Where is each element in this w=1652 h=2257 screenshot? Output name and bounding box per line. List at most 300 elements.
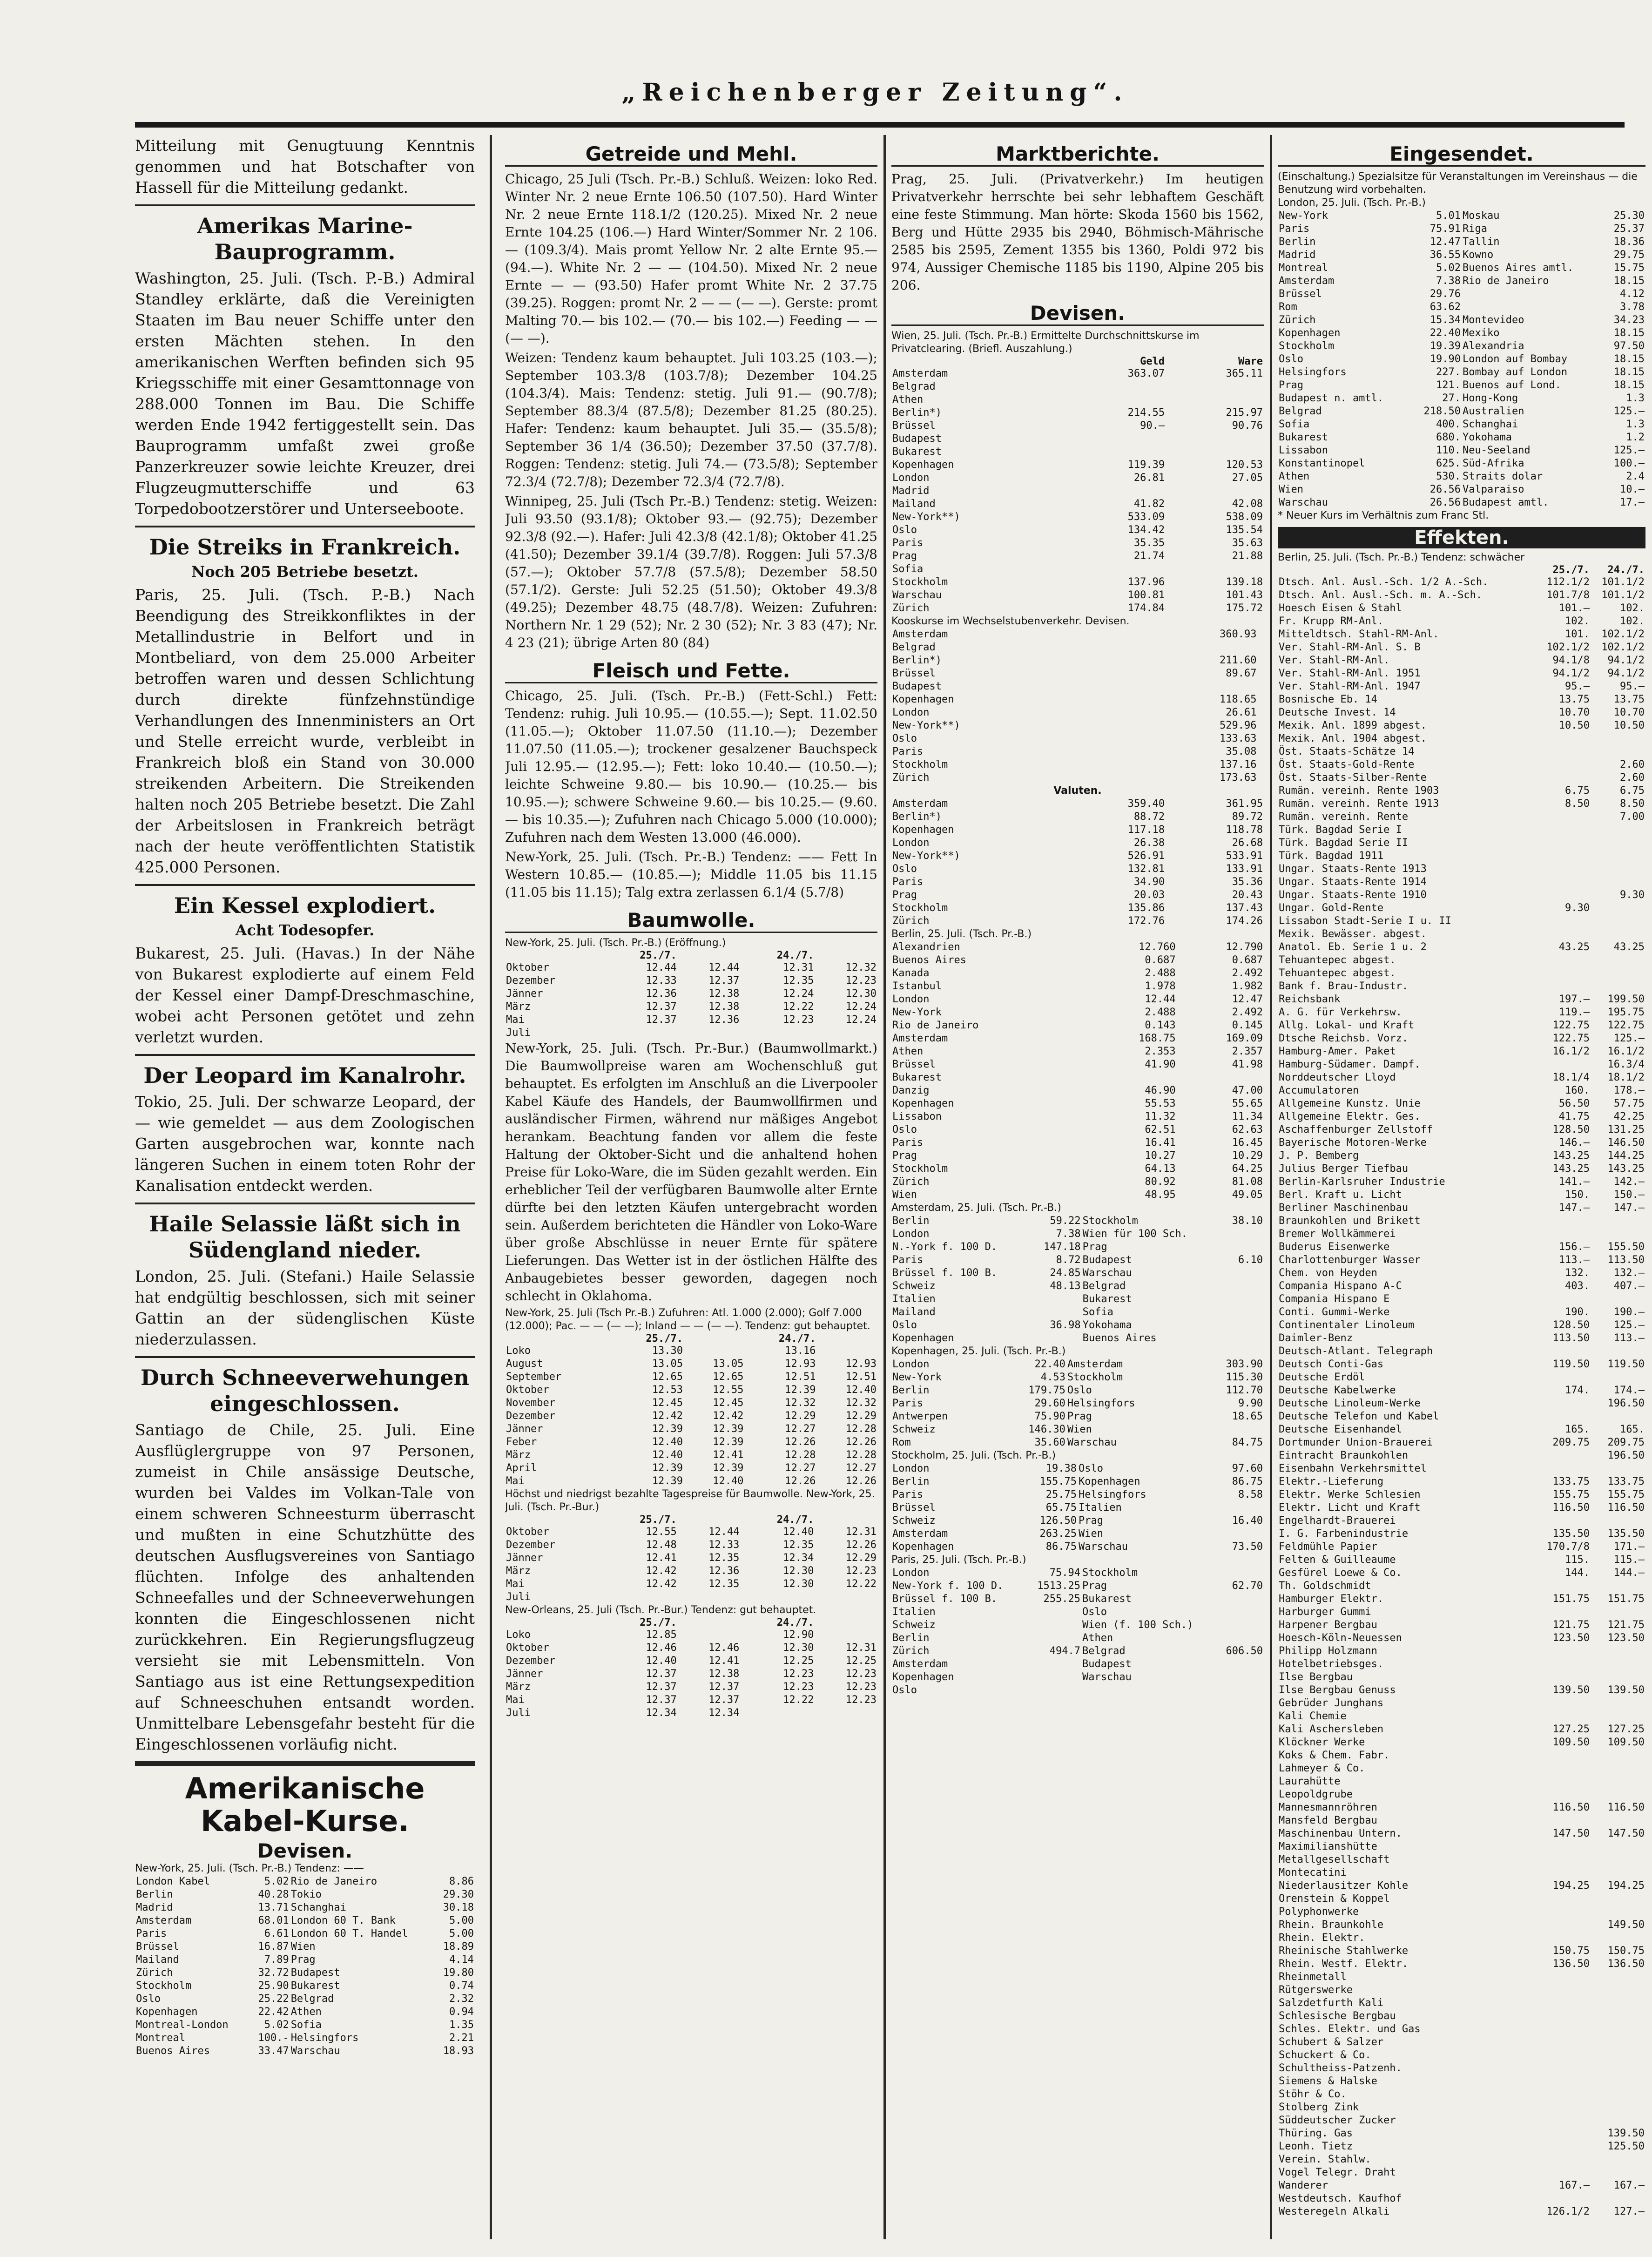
table-cell: 135.50: [1552, 1528, 1590, 1540]
table-row: [505, 1462, 877, 1475]
table-cell: Danzig: [892, 1085, 930, 1096]
table-cell: 6.61: [264, 1928, 289, 1939]
table-cell: Türk. Bagdad Serie II: [1279, 837, 1409, 849]
table-row: [1278, 1788, 1645, 1801]
table-cell: [1258, 693, 1264, 706]
table-cell: [1591, 1814, 1645, 1827]
table-cell: Thüring. Gas: [1279, 2128, 1353, 2139]
divider: [135, 1054, 475, 1056]
table-row: [1278, 1593, 1645, 1606]
table-cell: 12.23: [845, 1668, 877, 1680]
table-cell: 2.492: [1232, 1007, 1263, 1018]
table-row: [135, 1966, 475, 1980]
table-cell: Hong-Kong: [1462, 392, 1518, 404]
table-cell: 133.75: [1552, 1476, 1590, 1487]
table-cell: Alexandria: [1462, 340, 1524, 352]
table-row: [891, 1071, 1264, 1084]
table-row: [891, 1241, 1264, 1254]
table-cell: Berlin-Karlsruher Industrie: [1279, 1176, 1445, 1188]
table-cell: Loko: [506, 1629, 531, 1641]
table-cell: 168.75: [1139, 1033, 1176, 1044]
table-cell: [1027, 1684, 1081, 1697]
table-cell: [1258, 758, 1264, 771]
table-cell: Polyphonwerke: [1279, 1906, 1359, 1918]
table-cell: 120.53: [1226, 459, 1263, 471]
table-cell: 12.37: [646, 1668, 677, 1680]
table-cell: 199.50: [1607, 993, 1645, 1005]
table-cell: Bukarest: [892, 1072, 942, 1083]
kabel-kurse-title: Amerikanische Kabel-Kurse.: [185, 1771, 425, 1838]
table-cell: [1258, 719, 1264, 732]
table-cell: [1166, 485, 1264, 498]
table-row: [1278, 392, 1645, 405]
table-cell: [1536, 2192, 1591, 2205]
table-cell: Berlin: [1279, 236, 1316, 248]
table-cell: 606.50: [1226, 1645, 1263, 1657]
table-row: [1278, 1371, 1645, 1384]
table-cell: 11.32: [1145, 1111, 1176, 1122]
table-cell: [1591, 1749, 1645, 1762]
table-cell: Amsterdam: [892, 628, 948, 640]
table-header-cell: Ware: [1238, 356, 1263, 367]
table-row: [1278, 209, 1645, 223]
table-cell: [1221, 1267, 1264, 1280]
table-row: [1278, 275, 1645, 288]
table-cell: [1591, 1971, 1645, 1984]
table-cell: [1591, 954, 1645, 967]
table-row: [1278, 915, 1645, 928]
table-cell: 19.39: [1429, 340, 1461, 352]
article-title: Der Leopard im Kanalrohr.: [143, 1063, 466, 1088]
table-caption: Berlin, 25. Juli. (Tsch. Pr.-B.): [891, 928, 1032, 940]
table-cell: Jänner: [506, 988, 543, 1000]
table-cell: Tokio: [290, 1889, 322, 1900]
table-cell: 147.50: [1607, 1828, 1645, 1839]
table-cell: [1221, 1228, 1264, 1241]
table-cell: Paris: [136, 1928, 167, 1939]
table-cell: 10.70: [1613, 707, 1645, 718]
table-cell: Kopenhagen: [892, 1671, 954, 1683]
table-cell: Paris: [892, 1398, 924, 1409]
baumwolle-table: [505, 1617, 877, 1720]
table-cell: Juli: [506, 1591, 531, 1603]
table-cell: [1591, 824, 1645, 837]
table-cell: Brüssel f. 100 B.: [892, 1593, 998, 1605]
table-cell: 211.60: [1220, 655, 1257, 666]
table-row: [1278, 444, 1645, 457]
table-cell: 119.50: [1552, 1358, 1590, 1370]
table-row: [891, 745, 1264, 758]
table-cell: [1462, 301, 1604, 314]
table-row: [1278, 1736, 1645, 1749]
table-row: [891, 954, 1264, 967]
table-cell: 38.10: [1232, 1215, 1263, 1227]
table-cell: Deutsche Invest. 14: [1279, 707, 1396, 718]
table-cell: 9.90: [1238, 1398, 1263, 1409]
table-cell: Helsingfors: [1279, 366, 1347, 378]
table-caption: Amsterdam, 25. Juli. (Tsch. Pr.-B.): [891, 1202, 1061, 1214]
table-cell: Dezember: [506, 1539, 555, 1551]
table-cell: Rumän. vereinh. Rente 1903: [1279, 785, 1439, 797]
table-row: [1278, 1215, 1645, 1228]
table-cell: London: [892, 1228, 930, 1240]
table-row: [1278, 889, 1645, 902]
table-row: [1278, 2114, 1645, 2127]
article-title: Durch Schneeverwehungen eingeschlossen.: [141, 1365, 469, 1416]
table-cell: [1536, 2062, 1591, 2075]
table-cell: [1536, 1749, 1591, 1762]
table-cell: [1536, 1058, 1591, 1071]
table-cell: 1.978: [1145, 980, 1176, 992]
table-row: [1278, 1045, 1645, 1058]
table-row: [1278, 2127, 1645, 2140]
table-cell: 255.25: [1043, 1593, 1080, 1605]
table-row: [891, 472, 1264, 485]
table-caption: Kooskurse im Wechselstubenverkehr. Devisen.: [891, 615, 1130, 627]
table-cell: [1536, 1293, 1591, 1306]
table-cell: 13.75: [1558, 694, 1590, 705]
table-cell: 12.44: [646, 962, 677, 973]
table-cell: Deutsche Telefon und Kabel: [1279, 1411, 1439, 1422]
table-row: [1278, 1697, 1645, 1710]
table-cell: [1031, 1332, 1082, 1345]
table-cell: Verein. Stahlw.: [1279, 2154, 1371, 2165]
table-row: [891, 1123, 1264, 1136]
table-row: [891, 419, 1264, 432]
table-row: [1278, 1580, 1645, 1593]
table-caption: New-York, 25. Juli. (Tsch. Pr.-B.) (Eröffnung.): [505, 937, 726, 949]
table-cell: Ungar. Gold-Rente: [1279, 902, 1384, 914]
table-cell: 151.75: [1607, 1593, 1645, 1605]
table-row: [1278, 1332, 1645, 1345]
table-caption: London, 25. Juli. (Tsch. Pr.-B.): [1278, 197, 1426, 209]
table-cell: 15.34: [1429, 314, 1461, 326]
table-cell: Ver. Stahl-RM-Anl. 1951: [1279, 668, 1421, 679]
table-cell: 131.25: [1607, 1124, 1645, 1135]
table-cell: [1536, 1762, 1591, 1775]
table-cell: [1591, 1697, 1645, 1710]
table-cell: 137.16: [1220, 759, 1257, 770]
table-row: [1278, 1319, 1645, 1332]
table-row: [891, 380, 1264, 393]
table-cell: 147.18: [1044, 1241, 1081, 1253]
table-cell: [1536, 954, 1591, 967]
table-cell: 102.1/2: [1546, 642, 1590, 653]
table-cell: 110.: [1436, 445, 1461, 456]
table-cell: 2.21: [449, 2032, 474, 2044]
table-row: [1278, 379, 1645, 392]
table-cell: 26.38: [1133, 837, 1165, 849]
table-cell: Prag: [1067, 1411, 1092, 1422]
table-row: [1278, 1032, 1645, 1045]
table-cell: 97.50: [1613, 340, 1645, 352]
table-cell: Rhein. Elektr.: [1279, 1932, 1365, 1944]
table-cell: 12.40: [652, 1449, 683, 1461]
table-cell: 142.—: [1613, 1176, 1645, 1188]
table-row: [1278, 850, 1645, 863]
table-cell: [1591, 1788, 1645, 1801]
table-cell: [1536, 967, 1591, 980]
table-cell: Buenos Aires: [892, 954, 966, 966]
table-cell: 8.72: [1056, 1254, 1081, 1266]
table-cell: [1166, 446, 1264, 459]
table-cell: 25.30: [1613, 210, 1645, 222]
table-cell: 10.50: [1613, 720, 1645, 731]
table-row: [1278, 1501, 1645, 1514]
table-cell: [1591, 2062, 1645, 2075]
table-cell: Wien (f. 100 Sch.): [1082, 1619, 1193, 1631]
table-note: * Neuer Kurs im Verhältnis zum Franc Stl.: [1278, 510, 1489, 521]
table-cell: [1258, 641, 1264, 654]
table-cell: New-York: [892, 1007, 942, 1018]
table-cell: 190.: [1565, 1306, 1590, 1318]
table-cell: 27.: [1442, 392, 1461, 404]
table-cell: [1067, 446, 1166, 459]
market-text: Chicago, 25. Juli. (Tsch. Pr.-B.) (Fett-Schl.) Fett: Tendenz: ruhig. Juli 10.95.— (10.55.—); Sept. 11.02.50 (11.05.—); Oktober 11.07.50 (11.10.—); Dezember 11.07.50 (11.05.—); trockener gesalzener Bauchspeck Juli 12.95.— (12.95.—); Fett: loko 10.40.— (10.50.—); leichte Schweine 9.80.— bis 10.90.— (10.25.— bis 10.95.—); schwere Schweine 9.60.— bis 10.25.— (9.60.— bis 10.35.—); Zufuhren nach Chicago 5.000 (10.000); Zufuhren nach dem Westen 13.000 (46.000).: [505, 688, 877, 845]
table-cell: 40.28: [258, 1889, 289, 1900]
table-row: [891, 1032, 1264, 1045]
table-cell: Helsingfors: [290, 2032, 359, 2044]
table-cell: 174.84: [1127, 602, 1165, 614]
table-row: [891, 837, 1264, 850]
table-cell: 12.26: [785, 1436, 816, 1448]
table-cell: 41.82: [1133, 498, 1165, 510]
table-cell: 128.50: [1552, 1319, 1590, 1331]
table-cell: Ver. Stahl-RM-Anl. S. B: [1279, 642, 1421, 653]
table-row: [891, 550, 1264, 563]
table-cell: Wien: [892, 1189, 917, 1201]
table-cell: 113.—: [1558, 1254, 1590, 1266]
table-cell: 12.30: [783, 1642, 814, 1654]
table-cell: Montevideo: [1462, 314, 1524, 326]
table-cell: 63.62: [1429, 301, 1461, 313]
table-row: [1278, 680, 1645, 693]
table-cell: Stockholm: [892, 1163, 948, 1175]
table-row: [1278, 223, 1645, 236]
table-row: [891, 1149, 1264, 1162]
table-cell: 41.90: [1145, 1059, 1176, 1070]
table-row: [135, 1980, 475, 1993]
table-cell: 12.23: [783, 1668, 814, 1680]
table-caption: New-York, 25. Juli (Tsch Pr.-B.) Zufuhren: Atl. 1.000 (2.000); Golf 7.000 (12.000); Pac. — — (— —); Inland — — (— —). Tendenz: gut behauptet.: [505, 1307, 870, 1332]
table-row: [1278, 1827, 1645, 1840]
table-cell: 62.70: [1232, 1580, 1263, 1592]
table-cell: Prag: [892, 550, 917, 562]
table-cell: [1166, 393, 1264, 406]
table-cell: Sofia: [1082, 1306, 1113, 1318]
table-cell: Allgemeine Kunstz. Unie: [1279, 1098, 1421, 1109]
table-row: [1278, 1228, 1645, 1241]
table-cell: Ilse Bergbau: [1279, 1671, 1353, 1683]
table-cell: [1258, 654, 1264, 667]
table-cell: 117.18: [1127, 824, 1165, 836]
table-row: [1278, 1632, 1645, 1645]
table-cell: Warschau: [1067, 1437, 1117, 1448]
table-cell: 6.75: [1620, 785, 1645, 797]
table-row: [505, 1371, 877, 1384]
table-cell: [1166, 380, 1264, 393]
table-cell: 20.43: [1232, 889, 1263, 901]
table-cell: 26.68: [1232, 837, 1263, 849]
table-row: [1278, 1853, 1645, 1866]
table-cell: [1536, 1658, 1591, 1671]
table-row: [891, 563, 1264, 576]
table-row: [505, 1423, 877, 1436]
table-cell: [1536, 876, 1591, 889]
table-row: [1278, 1801, 1645, 1814]
table-cell: Aschaffenburger Zellstoff: [1279, 1124, 1433, 1135]
table-row: [891, 941, 1264, 954]
market-text: Weizen: Tendenz kaum behauptet. Juli 103.25 (103.—); September 103.3/8 (103.7/8); Dezember 104.25 (104.3/4). Mais: Tendenz: stetig. Juli 91.— (90.7/8); September 88.3/4 (87.5/8); Dezember 81.25 (80.25). Hafer: Tendenz: kaum behauptet. Juli 35.— (35.5/8); September 36 1/4 (36.50); Dezember 37.50 (37.7/8). Roggen: Tendenz: stetig. Juli 74.— (73.5/8); September 72.3/4 (72.7/8); Dezember 72.3/4 (72.7/8).: [505, 350, 877, 489]
table-row: [1278, 418, 1645, 431]
table-cell: Wanderer: [1279, 2180, 1328, 2191]
table-row: [1278, 340, 1645, 353]
table-cell: Compania Hispano A-C: [1279, 1280, 1402, 1292]
table-cell: 3.78: [1620, 301, 1645, 313]
table-cell: [1258, 732, 1264, 745]
table-cell: 25.22: [258, 1993, 289, 2005]
table-cell: Oslo: [1082, 1606, 1107, 1618]
table-cell: Ungar. Staats-Rente 1910: [1279, 889, 1427, 901]
table-cell: [1166, 432, 1264, 446]
table-cell: 12.31: [845, 1526, 877, 1538]
table-cell: Bombay auf London: [1462, 366, 1568, 378]
table-header-cell: 24./7.: [776, 1617, 814, 1629]
table-cell: 48.95: [1145, 1189, 1176, 1201]
table-cell: 127.25: [1607, 1723, 1645, 1735]
table-row: [1278, 1514, 1645, 1527]
column-getreide: [505, 135, 877, 2239]
table-cell: [684, 1345, 744, 1358]
table-cell: Paris: [1279, 223, 1310, 235]
table-row: [891, 1084, 1264, 1097]
table-cell: 62.63: [1232, 1124, 1263, 1135]
table-cell: [1591, 2192, 1645, 2205]
table-cell: 100.81: [1127, 589, 1165, 601]
table-row: [891, 915, 1264, 928]
table-cell: 12.38: [708, 988, 740, 1000]
table-cell: London: [892, 1567, 930, 1579]
table-cell: Dtsch. Anl. Ausl.-Sch. m. A.-Sch.: [1279, 589, 1483, 601]
table-cell: 102.: [1620, 602, 1645, 614]
table-cell: Helsingfors: [1067, 1398, 1135, 1409]
table-cell: Rheinmetall: [1279, 1971, 1347, 1983]
table-cell: Öst. Staats-Schätze 14: [1279, 746, 1415, 757]
table-cell: 12.24: [783, 988, 814, 1000]
table-row: [1278, 1097, 1645, 1110]
divider: [135, 1356, 475, 1358]
table-header-row: [1278, 564, 1645, 576]
table-row: [505, 1358, 877, 1371]
table-row: [891, 1097, 1264, 1110]
table-cell: 218.50: [1423, 405, 1461, 417]
table-cell: [1089, 1071, 1176, 1084]
table-row: [1278, 2179, 1645, 2192]
table-row: [1278, 314, 1645, 327]
table-row: [1278, 2140, 1645, 2153]
table-cell: [1536, 2049, 1591, 2062]
table-cell: 18.15: [1613, 379, 1645, 391]
table-cell: 155.75: [1039, 1476, 1077, 1487]
table-cell: Mitteldtsch. Stahl-RM-Anl.: [1279, 628, 1439, 640]
table-cell: [1536, 771, 1591, 784]
table-cell: [1221, 1332, 1264, 1345]
table-row: [1278, 1202, 1645, 1215]
table-cell: 172.76: [1127, 915, 1165, 927]
table-cell: [1591, 1932, 1645, 1945]
table-cell: Oslo: [1078, 1463, 1103, 1474]
table-cell: 68.01: [258, 1915, 289, 1926]
table-row: [891, 1280, 1264, 1293]
table-cell: [1591, 1658, 1645, 1671]
table-cell: 16.41: [1145, 1137, 1176, 1149]
table-cell: Montreal: [136, 2032, 185, 2044]
table-row: [891, 680, 1264, 693]
table-cell: Hoesch-Köln-Neuessen: [1279, 1632, 1402, 1644]
table-cell: Deutsche Linoleum-Werke: [1279, 1398, 1421, 1409]
table-cell: [1536, 928, 1591, 941]
table-cell: 0.143: [1145, 1020, 1176, 1031]
table-row: [1278, 1306, 1645, 1319]
table-row: [891, 628, 1264, 641]
table-cell: [1536, 850, 1591, 863]
table-cell: 102.1/2: [1601, 642, 1645, 653]
section-title: Getreide und Mehl.: [505, 142, 877, 167]
table-cell: 146.30: [1028, 1424, 1065, 1435]
table-row: [891, 576, 1264, 589]
table-header-cell: [678, 1514, 741, 1526]
table-row: [1278, 1254, 1645, 1267]
table-cell: Rio de Janeiro: [892, 1020, 979, 1031]
table-cell: [1217, 1671, 1264, 1684]
table-cell: 86.75: [1045, 1541, 1077, 1553]
table-cell: Prag: [1078, 1515, 1103, 1527]
table-cell: Rom: [892, 1437, 911, 1448]
table-cell: Kopenhagen: [892, 1098, 954, 1109]
table-cell: 12.42: [652, 1410, 683, 1422]
devisen-table: [891, 941, 1264, 1202]
table-cell: 10.—: [1620, 484, 1645, 495]
table-cell: [1536, 1906, 1591, 1919]
table-header-cell: [505, 1333, 612, 1345]
table-cell: 119.39: [1127, 459, 1165, 471]
table-cell: Riga: [1462, 223, 1487, 235]
table-cell: London: [892, 1358, 930, 1370]
table-cell: 12.29: [785, 1410, 816, 1422]
table-row: [891, 797, 1264, 811]
table-row: [1278, 628, 1645, 641]
table-cell: Schweiz: [892, 1280, 936, 1292]
table-cell: 12.23: [845, 1694, 877, 1706]
table-cell: [1536, 758, 1591, 771]
table-cell: Amsterdam: [892, 798, 948, 810]
table-cell: Th. Goldschmidt: [1279, 1580, 1371, 1592]
table-cell: 1513.25: [1037, 1580, 1080, 1592]
table-cell: Schuckert & Co.: [1279, 2049, 1371, 2061]
table-cell: 12.23: [783, 1681, 814, 1693]
table-row: [1278, 863, 1645, 876]
table-cell: 12.26: [845, 1539, 877, 1551]
table-cell: 29.75: [1613, 249, 1645, 261]
table-cell: Berlin*): [892, 407, 942, 419]
table-row: [1278, 1554, 1645, 1567]
table-row: [1278, 1749, 1645, 1762]
table-row: [1278, 824, 1645, 837]
table-row: [135, 2032, 475, 2045]
table-row: [891, 1488, 1264, 1501]
table-cell: 22.40: [1034, 1358, 1065, 1370]
table-cell: Leonh. Tietz: [1279, 2141, 1353, 2152]
